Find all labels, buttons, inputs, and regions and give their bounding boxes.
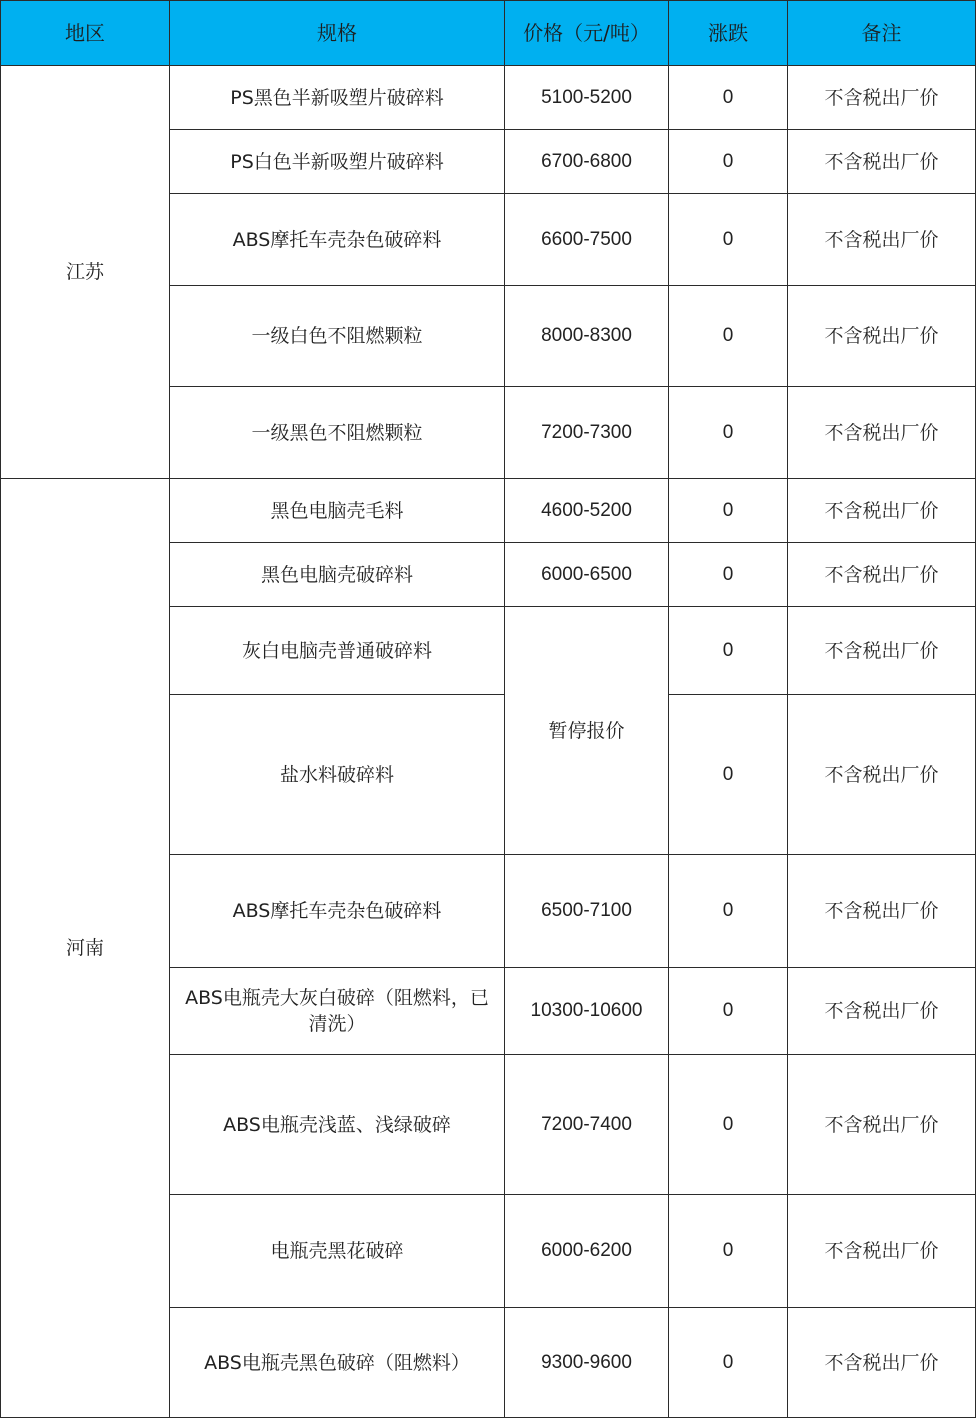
spec-cell: ABS电瓶壳浅蓝、浅绿破碎 <box>170 1055 505 1195</box>
spec-cell: 黑色电脑壳毛料 <box>170 479 505 543</box>
price-cell: 6000-6500 <box>505 543 669 607</box>
price-cell: 7200-7400 <box>505 1055 669 1195</box>
change-cell: 0 <box>669 387 788 479</box>
price-cell: 5100-5200 <box>505 66 669 130</box>
spec-cell: ABS摩托车壳杂色破碎料 <box>170 855 505 968</box>
header-region: 地区 <box>1 1 170 66</box>
spec-cell: 一级白色不阻燃颗粒 <box>170 286 505 387</box>
note-cell: 不含税出厂价 <box>788 1055 976 1195</box>
note-cell: 不含税出厂价 <box>788 1195 976 1308</box>
region-jiangsu: 江苏 <box>1 66 170 479</box>
note-cell: 不含税出厂价 <box>788 695 976 855</box>
change-cell: 0 <box>669 695 788 855</box>
change-cell: 0 <box>669 66 788 130</box>
change-cell: 0 <box>669 1195 788 1308</box>
price-cell: 10300-10600 <box>505 968 669 1055</box>
price-cell-suspended: 暂停报价 <box>505 607 669 855</box>
header-price: 价格（元/吨） <box>505 1 669 66</box>
spec-cell: PS白色半新吸塑片破碎料 <box>170 130 505 194</box>
header-change: 涨跌 <box>669 1 788 66</box>
table-row <box>1 66 976 130</box>
note-cell: 不含税出厂价 <box>788 286 976 387</box>
note-cell: 不含税出厂价 <box>788 543 976 607</box>
spec-cell: ABS电瓶壳大灰白破碎（阻燃料，已清洗） <box>170 968 505 1055</box>
header-spec: 规格 <box>170 1 505 66</box>
note-cell: 不含税出厂价 <box>788 968 976 1055</box>
price-cell: 6500-7100 <box>505 855 669 968</box>
change-cell: 0 <box>669 1055 788 1195</box>
change-cell: 0 <box>669 543 788 607</box>
spec-cell: ABS摩托车壳杂色破碎料 <box>170 194 505 286</box>
price-cell: 4600-5200 <box>505 479 669 543</box>
spec-cell: 电瓶壳黑花破碎 <box>170 1195 505 1308</box>
header-row <box>1 1 976 66</box>
change-cell: 0 <box>669 130 788 194</box>
price-cell: 9300-9600 <box>505 1308 669 1418</box>
note-cell: 不含税出厂价 <box>788 607 976 695</box>
price-cell: 6000-6200 <box>505 1195 669 1308</box>
price-cell: 8000-8300 <box>505 286 669 387</box>
header-note: 备注 <box>788 1 976 66</box>
change-cell: 0 <box>669 968 788 1055</box>
change-cell: 0 <box>669 607 788 695</box>
table-row <box>1 479 976 543</box>
change-cell: 0 <box>669 194 788 286</box>
price-cell: 7200-7300 <box>505 387 669 479</box>
change-cell: 0 <box>669 479 788 543</box>
change-cell: 0 <box>669 1308 788 1418</box>
note-cell: 不含税出厂价 <box>788 130 976 194</box>
spec-cell: 灰白电脑壳普通破碎料 <box>170 607 505 695</box>
note-cell: 不含税出厂价 <box>788 194 976 286</box>
note-cell: 不含税出厂价 <box>788 479 976 543</box>
price-cell: 6700-6800 <box>505 130 669 194</box>
note-cell: 不含税出厂价 <box>788 387 976 479</box>
note-cell: 不含税出厂价 <box>788 1308 976 1418</box>
note-cell: 不含税出厂价 <box>788 66 976 130</box>
spec-cell: 一级黑色不阻燃颗粒 <box>170 387 505 479</box>
change-cell: 0 <box>669 855 788 968</box>
change-cell: 0 <box>669 286 788 387</box>
spec-cell: 黑色电脑壳破碎料 <box>170 543 505 607</box>
spec-cell: ABS电瓶壳黑色破碎（阻燃料） <box>170 1308 505 1418</box>
price-cell: 6600-7500 <box>505 194 669 286</box>
spec-cell: 盐水料破碎料 <box>170 695 505 855</box>
region-henan: 河南 <box>1 479 170 1418</box>
note-cell: 不含税出厂价 <box>788 855 976 968</box>
spec-cell: PS黑色半新吸塑片破碎料 <box>170 66 505 130</box>
